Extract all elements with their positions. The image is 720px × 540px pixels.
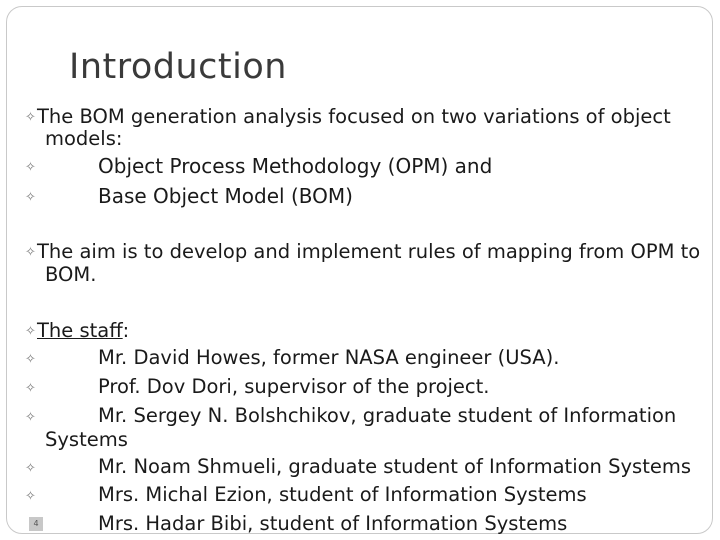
staff-item-continuation: Systems xyxy=(45,428,128,451)
bullet-icon: ✧ xyxy=(25,489,36,504)
slide-frame xyxy=(6,6,713,534)
staff-item: Mrs. Michal Ezion, student of Information Systems xyxy=(98,483,587,506)
bullet-icon: ✧ xyxy=(25,461,36,476)
sub-bullet-text: Object Process Methodology (OPM) and xyxy=(98,154,493,178)
staff-heading: The staff xyxy=(37,319,123,342)
bullet-text: The BOM generation analysis focused on two variations of object xyxy=(37,105,671,128)
bullet-item xyxy=(25,238,700,267)
bullet-icon: ✧ xyxy=(25,190,36,205)
bullet-icon: ✧ xyxy=(25,324,36,339)
sub-bullet-text: Base Object Model (BOM) xyxy=(98,184,353,208)
slide-number: 4 xyxy=(29,517,43,531)
bullet-icon: ✧ xyxy=(25,381,36,396)
bullet-continuation: BOM. xyxy=(45,263,97,286)
staff-heading-colon: : xyxy=(122,319,130,342)
bullet-icon: ✧ xyxy=(25,410,36,425)
staff-item: Mr. Noam Shmueli, graduate student of Information Systems xyxy=(98,455,691,478)
bullet-continuation: models: xyxy=(45,127,123,150)
staff-item: Mr. Sergey N. Bolshchikov, graduate student of Information xyxy=(98,404,677,427)
bullet-icon: ✧ xyxy=(25,352,36,367)
staff-item: Prof. Dov Dori, supervisor of the project. xyxy=(98,375,490,398)
slide-title: Introduction xyxy=(69,47,287,87)
staff-item: Mrs. Hadar Bibi, student of Information Systems xyxy=(98,512,568,535)
bullet-icon: ✧ xyxy=(25,160,36,175)
bullet-icon: ✧ xyxy=(25,245,36,260)
bullet-icon: ✧ xyxy=(25,110,36,125)
staff-item: Mr. David Howes, former NASA engineer (USA). xyxy=(98,346,560,369)
bullet-text: The aim is to develop and implement rules of mapping from OPM to xyxy=(37,240,701,263)
bullet-item xyxy=(25,317,129,346)
